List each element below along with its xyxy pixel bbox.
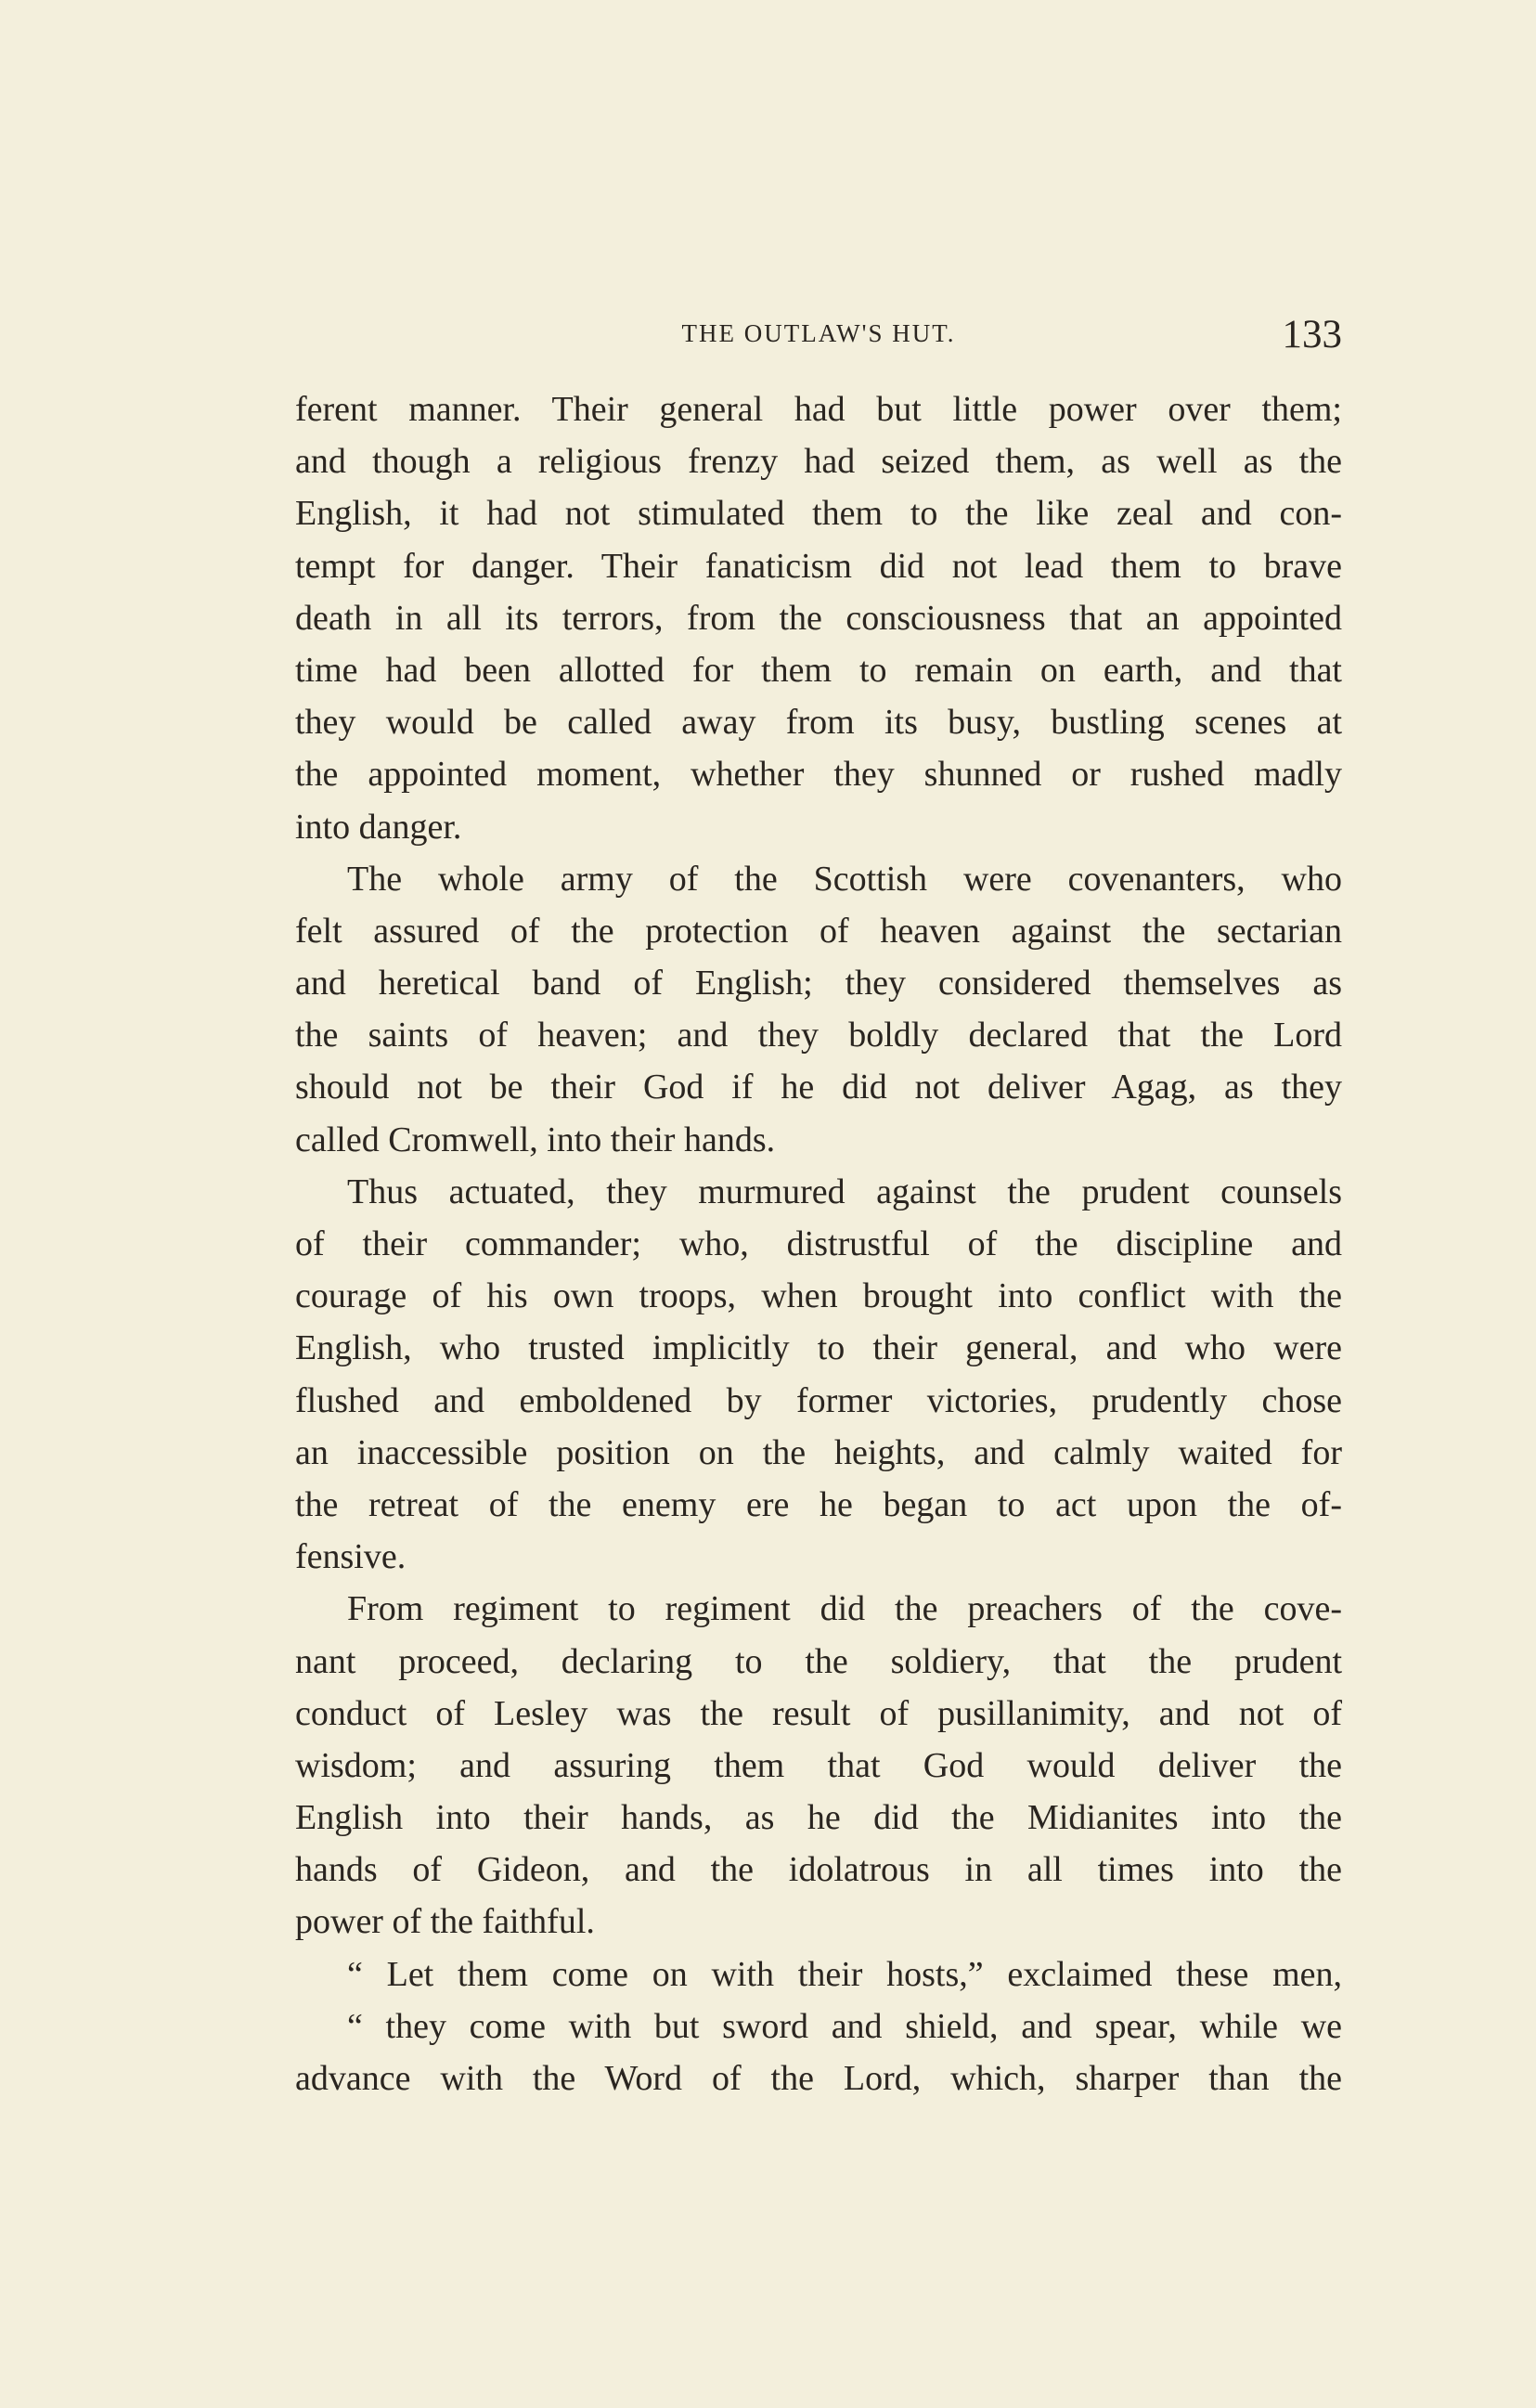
- running-head: THE OUTLAW'S HUT.: [681, 319, 956, 347]
- text-line: should not be their God if he did not deliver Agag, as they: [295, 1068, 1342, 1107]
- text-line: time had been allotted for them to remain on earth, and that: [295, 650, 1342, 690]
- text-line: “ they come with but sword and shield, and spear, while we: [347, 2006, 1342, 2046]
- text-line: and heretical band of English; they considered themselves as: [295, 964, 1342, 1003]
- text-line: and though a religious frenzy had seized them, as well as the: [295, 442, 1342, 482]
- text-line: English, it had not stimulated them to the like zeal and con-: [295, 494, 1342, 534]
- text-line: “ Let them come on with their hosts,” exclaimed these men,: [347, 1954, 1342, 1994]
- text-line: English into their hands, as he did the Midianites into the: [295, 1798, 1342, 1838]
- text-line: felt assured of the protection of heaven against the sectarian: [295, 911, 1342, 951]
- text-line: nant proceed, declaring to the soldiery, that the prudent: [295, 1641, 1342, 1681]
- text-line: power of the faithful.: [295, 1902, 595, 1942]
- text-line: conduct of Lesley was the result of pusillanimity, and not of: [295, 1693, 1342, 1733]
- text-line: into danger.: [295, 807, 462, 847]
- text-line: an inaccessible position on the heights, and calmly waited for: [295, 1432, 1342, 1472]
- text-line: they would be called away from its busy, bustling scenes at: [295, 703, 1342, 743]
- text-line: death in all its terrors, from the consciousness that an appointed: [295, 598, 1342, 638]
- page-number: 133: [1282, 313, 1342, 356]
- text-line: flushed and emboldened by former victories, prudently chose: [295, 1380, 1342, 1420]
- text-line: From regiment to regiment did the preachers of the cove-: [347, 1589, 1342, 1629]
- text-line: hands of Gideon, and the idolatrous in all times into the: [295, 1850, 1342, 1890]
- text-line: advance with the Word of the Lord, which, sharper than the: [295, 2059, 1342, 2098]
- text-line: fensive.: [295, 1537, 407, 1577]
- text-line: the retreat of the enemy ere he began to act upon the of-: [295, 1484, 1342, 1524]
- text-line: of their commander; who, distrustful of the discipline and: [295, 1224, 1342, 1263]
- text-line: wisdom; and assuring them that God would deliver the: [295, 1745, 1342, 1785]
- text-line: the saints of heaven; and they boldly declared that the Lord: [295, 1016, 1342, 1055]
- page-header: [295, 312, 1342, 368]
- text-line: Thus actuated, they murmured against the prudent counsels: [347, 1172, 1342, 1211]
- text-line: The whole army of the Scottish were covenanters, who: [347, 859, 1342, 899]
- body-text: [295, 383, 1342, 2104]
- text-line: the appointed moment, whether they shunned or rushed madly: [295, 755, 1342, 795]
- text-line: called Cromwell, into their hands.: [295, 1120, 776, 1159]
- text-line: courage of his own troops, when brought into conflict with the: [295, 1276, 1342, 1316]
- text-line: tempt for danger. Their fanaticism did not lead them to brave: [295, 546, 1342, 586]
- text-line: ferent manner. Their general had but little power over them;: [295, 390, 1342, 429]
- text-line: English, who trusted implicitly to their general, and who were: [295, 1328, 1342, 1368]
